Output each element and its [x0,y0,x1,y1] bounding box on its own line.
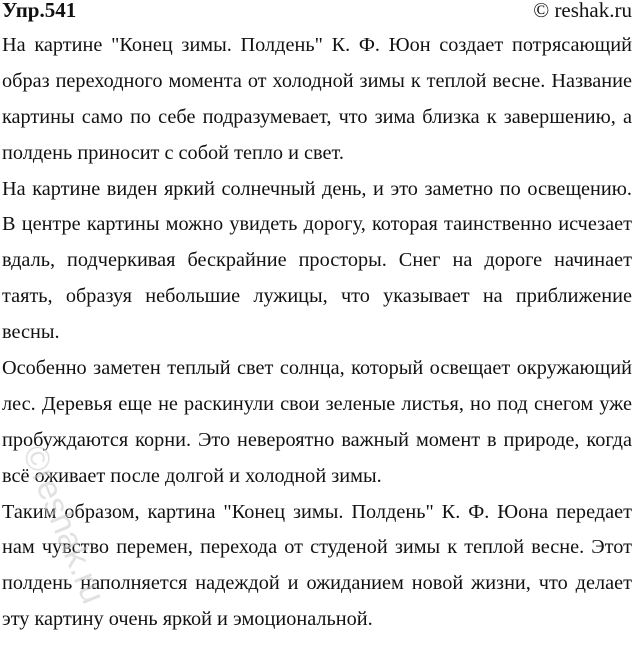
exercise-title: Упр.541 [2,0,77,22]
paragraph-4 [2,495,632,639]
essay-text [2,28,632,638]
text-line: весны. [2,321,60,344]
text-line: На картине "Конец зимы. Полдень" К. Ф. Юон создает потрясающий [2,34,632,56]
text-line: полдень приносит с собой тепло и свет. [2,141,344,164]
site-credit: © reshak.ru [533,0,632,22]
page-header [0,0,635,28]
text-line: пробуждаются корни. Это невероятно важный момент в природе, когда [2,428,632,451]
text-line: картины само по себе подразумевает, что зима близка к завершению, а [2,105,632,128]
text-line: всё оживает после долгой и холодной зимы. [2,464,382,487]
text-line: На картине виден яркий солнечный день, и это заметно по освещению. [2,177,632,200]
text-line: таять, образуя небольшие лужицы, что указывает на приближение [2,285,632,308]
text-line: вдаль, подчеркивая бескрайние просторы. Снег на дороге начинает [2,249,632,272]
paragraph-2 [2,172,632,351]
text-line: Особенно заметен теплый свет солнца, который освещает окружающий [2,357,632,380]
text-line: нам чувство перемен, перехода от студеной зимы к теплой весне. Этот [2,536,632,559]
paragraph-3 [2,351,632,495]
paragraph-1 [2,28,632,172]
text-line: лес. Деревья еще не раскинули свои зеленые листья, но под снегом уже [2,392,632,415]
text-line: Таким образом, картина "Конец зимы. Полдень" К. Ф. Юона передает [2,500,632,523]
text-line: В центре картины можно увидеть дорогу, которая таинственно исчезает [2,213,632,236]
text-line: эту картину очень яркой и эмоциональной. [2,608,373,631]
text-line: полдень наполняется надеждой и ожиданием новой жизни, что делает [2,572,632,595]
watermark: ©reshak.ru [14,440,113,609]
text-line: образ переходного момента от холодной зимы к теплой весне. Название [2,69,632,92]
